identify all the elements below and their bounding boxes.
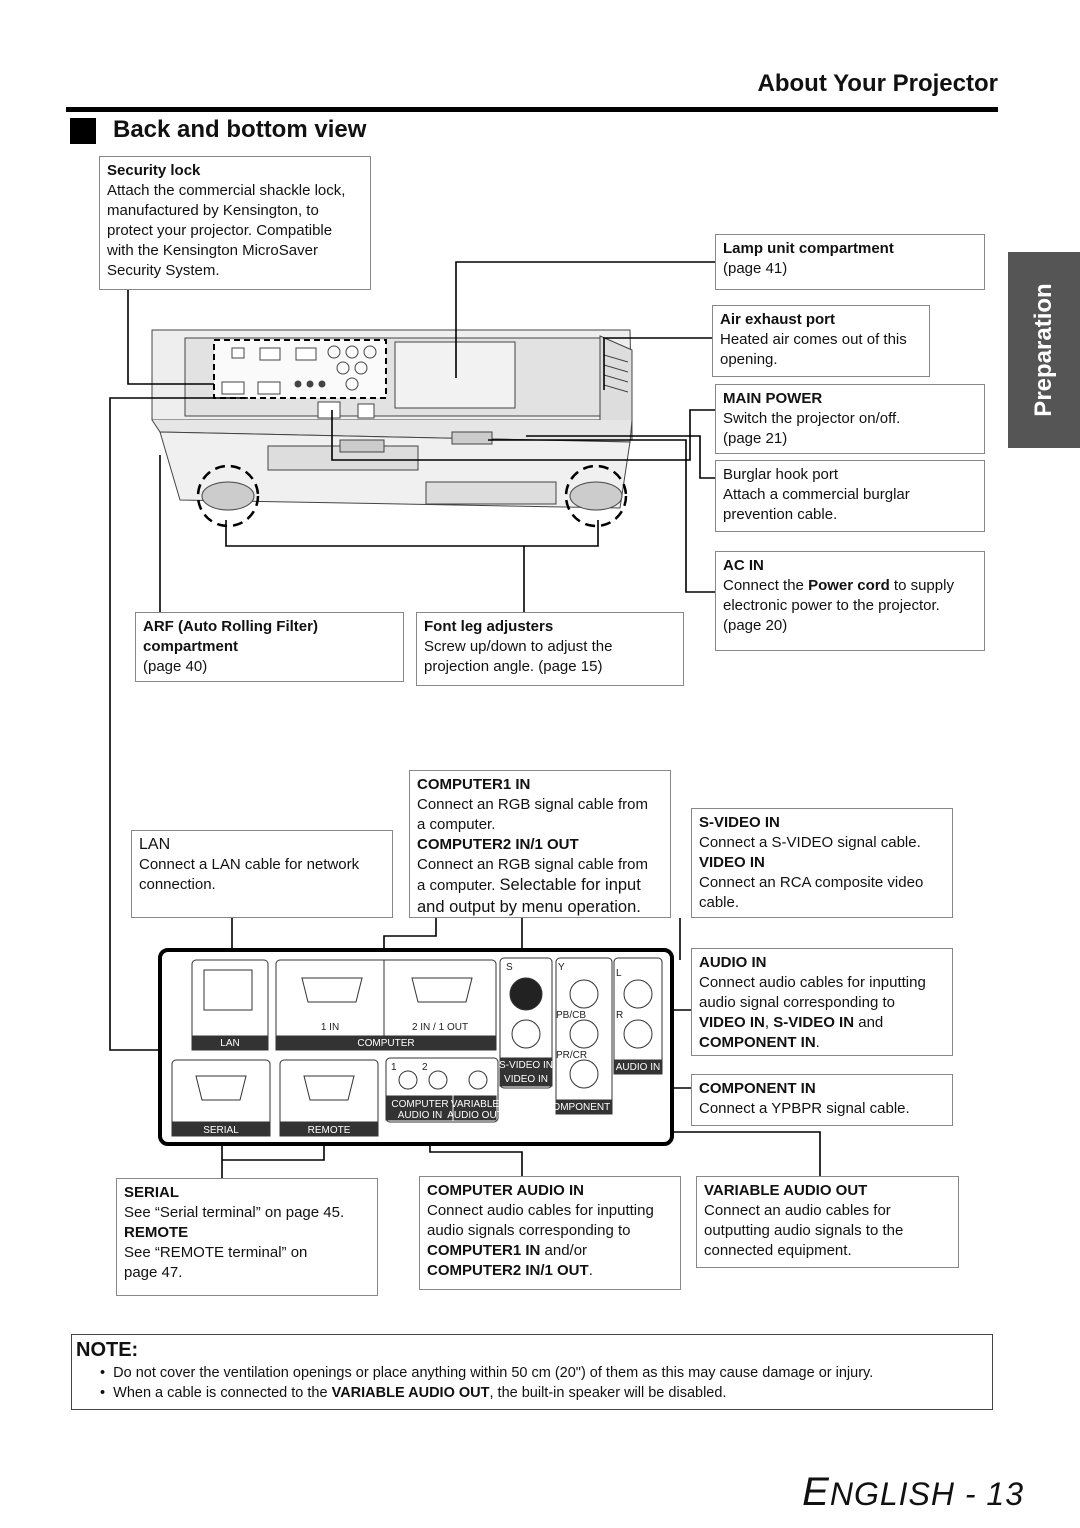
callout-title: COMPUTER2 IN/1 OUT [417, 836, 579, 853]
callout-title: AUDIO IN [699, 954, 767, 971]
callout-line: Connect an RGB signal cable from [417, 796, 648, 813]
callout-line: (page 20) [723, 617, 788, 634]
callout-line: manufactured by Kensington, to [107, 202, 319, 219]
callout-title: LAN [139, 836, 171, 853]
callout-line: Attach a commercial burglar [723, 486, 910, 503]
callout-line: Connect a YPBPR signal cable. [699, 1100, 910, 1117]
callout-main-power [715, 384, 985, 454]
callout-line: VIDEO IN, S-VIDEO IN and [699, 1014, 884, 1031]
callout-line: See “REMOTE terminal” on [124, 1244, 308, 1261]
panel-label-svideo-in: S-VIDEO IN [499, 1060, 553, 1071]
callout-line: Connect audio cables for inputting [699, 974, 926, 991]
note-bullet-2: • When a cable is connected to the VARIABLE AUDIO OUT, the built-in speaker will be disabled. [100, 1385, 727, 1401]
panel-label-variable-2: AUDIO OUT [447, 1110, 503, 1121]
callout-audio-in [691, 948, 953, 1056]
callout-computer-audio [419, 1176, 681, 1290]
panel-label-serial: SERIAL [203, 1125, 239, 1136]
callout-lamp-unit [715, 234, 985, 290]
callout-title: Security lock [107, 162, 201, 179]
panel-label-component-in: COMPONENT IN [545, 1102, 623, 1113]
panel-label-s: S [506, 962, 513, 973]
callout-line: cable. [699, 894, 740, 911]
callout-line: Attach the commercial shackle lock, [107, 182, 346, 199]
callout-air-exhaust [712, 305, 930, 377]
callout-line: with the Kensington MicroSaver [107, 242, 318, 259]
callout-arf [135, 612, 404, 682]
callout-line: a computer. Selectable for input [417, 876, 641, 894]
callout-line: Connect audio cables for inputting [427, 1202, 654, 1219]
callout-title: S-VIDEO IN [699, 814, 780, 831]
callout-title: Font leg adjusters [424, 618, 554, 635]
panel-label-audio-in: AUDIO IN [615, 1062, 661, 1073]
callout-line: Switch the projector on/off. [723, 410, 901, 427]
callout-font-leg [416, 612, 684, 686]
callout-line: outputting audio signals to the [704, 1222, 904, 1239]
callout-line: See “Serial terminal” on page 45. [124, 1204, 345, 1221]
callout-line: page 47. [124, 1264, 183, 1281]
callout-title: AC IN [723, 557, 764, 574]
callout-line: projection angle. (page 15) [424, 658, 603, 675]
callout-title: COMPONENT IN [699, 1080, 816, 1097]
panel-label-pr: PR/CR [556, 1050, 588, 1061]
callout-security-lock [99, 156, 371, 290]
callout-line: Connect a S-VIDEO signal cable. [699, 834, 921, 851]
callout-title: COMPUTER AUDIO IN [427, 1182, 584, 1199]
callout-lan [131, 830, 393, 918]
note-bullet-1: • Do not cover the ventilation openings or place anything within 50 cm (20") of them as this may cause damage or injury. [100, 1365, 874, 1381]
callout-line: Security System. [107, 262, 220, 279]
callout-svideo [691, 808, 953, 918]
callout-title: VARIABLE AUDIO OUT [704, 1182, 868, 1199]
callout-title: Burglar hook port [723, 466, 839, 483]
callout-line: electronic power to the projector. [723, 597, 940, 614]
projector-body [152, 330, 632, 526]
callout-line: Connect a LAN cable for network [139, 856, 360, 873]
note-title: NOTE: [76, 1339, 139, 1361]
callout-line: audio signals corresponding to [427, 1222, 631, 1239]
panel-label-pb: PB/CB [556, 1010, 587, 1021]
callout-line: (page 40) [143, 658, 208, 675]
callout-line: connection. [139, 876, 216, 893]
section-title: Back and bottom view [113, 116, 367, 143]
callout-burglar-hook [715, 460, 985, 532]
panel-label-remote: REMOTE [307, 1125, 351, 1136]
callout-line: a computer. [417, 816, 496, 833]
panel-label-r: R [616, 1010, 624, 1021]
callout-line: opening. [720, 351, 778, 368]
callout-line: (page 41) [723, 260, 788, 277]
panel-label-y: Y [558, 962, 565, 973]
callout-line: protect your projector. Compatible [107, 222, 333, 239]
callout-ac-in [715, 551, 985, 651]
callout-line: connected equipment. [704, 1242, 852, 1259]
callout-line: Heated air comes out of this [720, 331, 907, 348]
callout-line: Connect an RCA composite video [699, 874, 924, 891]
page-header-title: About Your Projector [757, 70, 998, 97]
callout-title: SERIAL [124, 1184, 180, 1201]
callout-line: Connect an RGB signal cable from [417, 856, 648, 873]
callout-line: Screw up/down to adjust the [424, 638, 613, 655]
callout-variable-audio-out [696, 1176, 959, 1268]
callout-line: COMPUTER2 IN/1 OUT. [427, 1262, 593, 1279]
panel-label-variable-1: VARIABLE [450, 1099, 500, 1110]
callout-line: (page 21) [723, 430, 788, 447]
callout-line: and output by menu operation. [417, 898, 641, 916]
callout-computer [409, 770, 671, 918]
callout-title: VIDEO IN [699, 854, 765, 871]
callout-serial-remote [116, 1178, 378, 1296]
callout-title: MAIN POWER [723, 390, 823, 407]
callout-title: REMOTE [124, 1224, 189, 1241]
callout-line: prevention cable. [723, 506, 838, 523]
callout-line: Connect the Power cord to supply [723, 577, 954, 594]
callout-line: COMPUTER1 IN and/or [427, 1242, 588, 1259]
panel-label-computer-audio-1: COMPUTER [391, 1099, 449, 1110]
panel-label-1-in: 1 IN [320, 1022, 340, 1033]
panel-label-1: 1 [391, 1062, 397, 1073]
callout-title: ARF (Auto Rolling Filter) [143, 618, 318, 635]
callout-component-in [691, 1074, 953, 1126]
panel-label-video-in: VIDEO IN [504, 1074, 548, 1085]
panel-label-2-in-1-out: 2 IN / 1 OUT [411, 1022, 469, 1033]
page-footer: ENGLISH - 13 [802, 1470, 1024, 1514]
panel-label-2: 2 [422, 1062, 428, 1073]
callout-line: Connect an audio cables for [704, 1202, 891, 1219]
panel-label-l: L [616, 968, 622, 979]
panel-label-computer: COMPUTER [357, 1038, 415, 1049]
callout-title: Air exhaust port [720, 311, 836, 328]
panel-label-computer-audio-2: AUDIO IN [397, 1110, 443, 1121]
callout-line: audio signal corresponding to [699, 994, 895, 1011]
callout-title: compartment [143, 638, 239, 655]
callout-title: Lamp unit compartment [723, 240, 894, 257]
callout-line: COMPONENT IN. [699, 1034, 820, 1051]
callout-title: COMPUTER1 IN [417, 776, 531, 793]
panel-label-lan: LAN [220, 1038, 240, 1049]
side-tab-label: Preparation [1030, 283, 1057, 417]
